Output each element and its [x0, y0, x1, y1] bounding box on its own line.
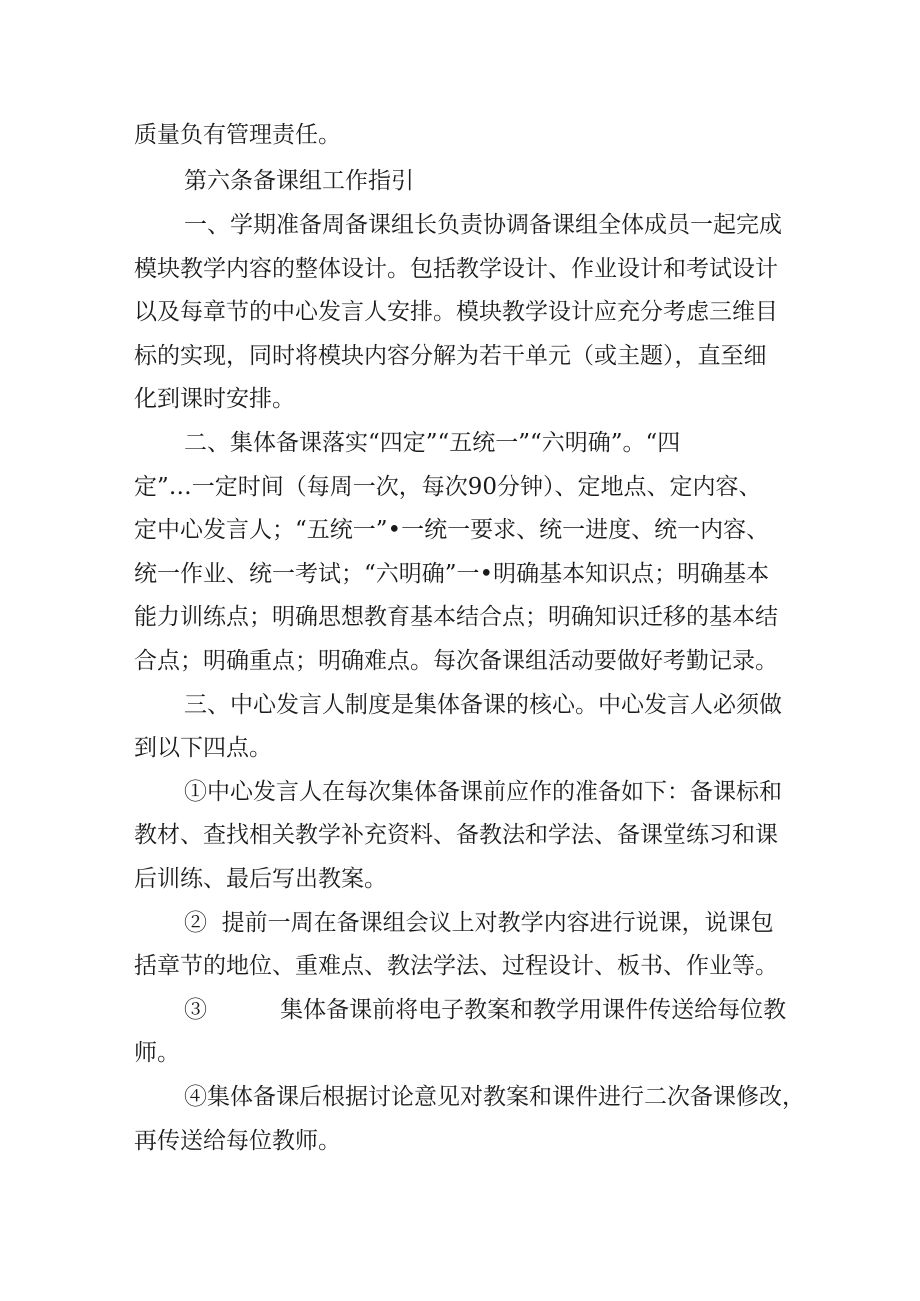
text-line: ①中心发言人在每次集体备课前应作的准备如下：备课标和 — [184, 779, 782, 805]
text-line: 统一作业、统一考试；“六明确”一•明确基本知识点；明确基本 — [134, 561, 770, 587]
text-line: 到以下四点。 — [134, 735, 272, 761]
text-line: 再传送给每位教师。 — [134, 1128, 341, 1154]
text-line: 三、中心发言人制度是集体备课的核心。中心发言人必须做 — [184, 692, 782, 718]
text-line: 定”…一定时间（每周一次，每次90分钟）、定地点、定内容、 — [134, 474, 762, 500]
text-line: 质量负有管理责任。 — [134, 122, 341, 148]
text-line: 能力训练点；明确思想教育基本结合点；明确知识迁移的基本结 — [134, 604, 778, 630]
text-line: 化到课时安排。 — [134, 386, 295, 412]
text-line: ② 提前一周在备课组会议上对教学内容进行说课，说课包 — [184, 910, 774, 936]
text-line: 师。 — [134, 1040, 180, 1066]
text-line: ④集体备课后根据讨论意见对教案和课件进行二次备课修改， — [184, 1084, 805, 1110]
text-line: 括章节的地位、重难点、教法学法、过程设计、板书、作业等。 — [134, 953, 778, 979]
text-line: 以及每章节的中心发言人安排。模块教学设计应充分考虑三维目 — [134, 299, 778, 325]
text-line: 合点；明确重点；明确难点。每次备课组活动要做好考勤记录。 — [134, 648, 778, 674]
text-line: 模块教学内容的整体设计。包括教学设计、作业设计和考试设计 — [134, 256, 778, 282]
section-heading: 第六条备课组工作指引 — [184, 168, 414, 194]
text-line: 一、学期准备周备课组长负责协调备课组全体成员一起完成 — [184, 212, 782, 238]
text-line: 教材、查找相关教学补充资料、备教法和学法、备课堂练习和课 — [134, 822, 778, 848]
text-line: ③ 集体备课前将电子教案和教学用课件传送给每位教 — [184, 997, 787, 1023]
text-line: 定中心发言人；“五统一”•一统一要求、统一进度、统一内容、 — [134, 517, 770, 543]
text-line: 二、集体备课落实“四定”“五统一”“六明确”。“四 — [184, 430, 681, 456]
text-line: 后训练、最后写出教案。 — [134, 866, 387, 892]
text-line: 标的实现，同时将模块内容分解为若干单元（或主题），直至细 — [134, 343, 767, 369]
